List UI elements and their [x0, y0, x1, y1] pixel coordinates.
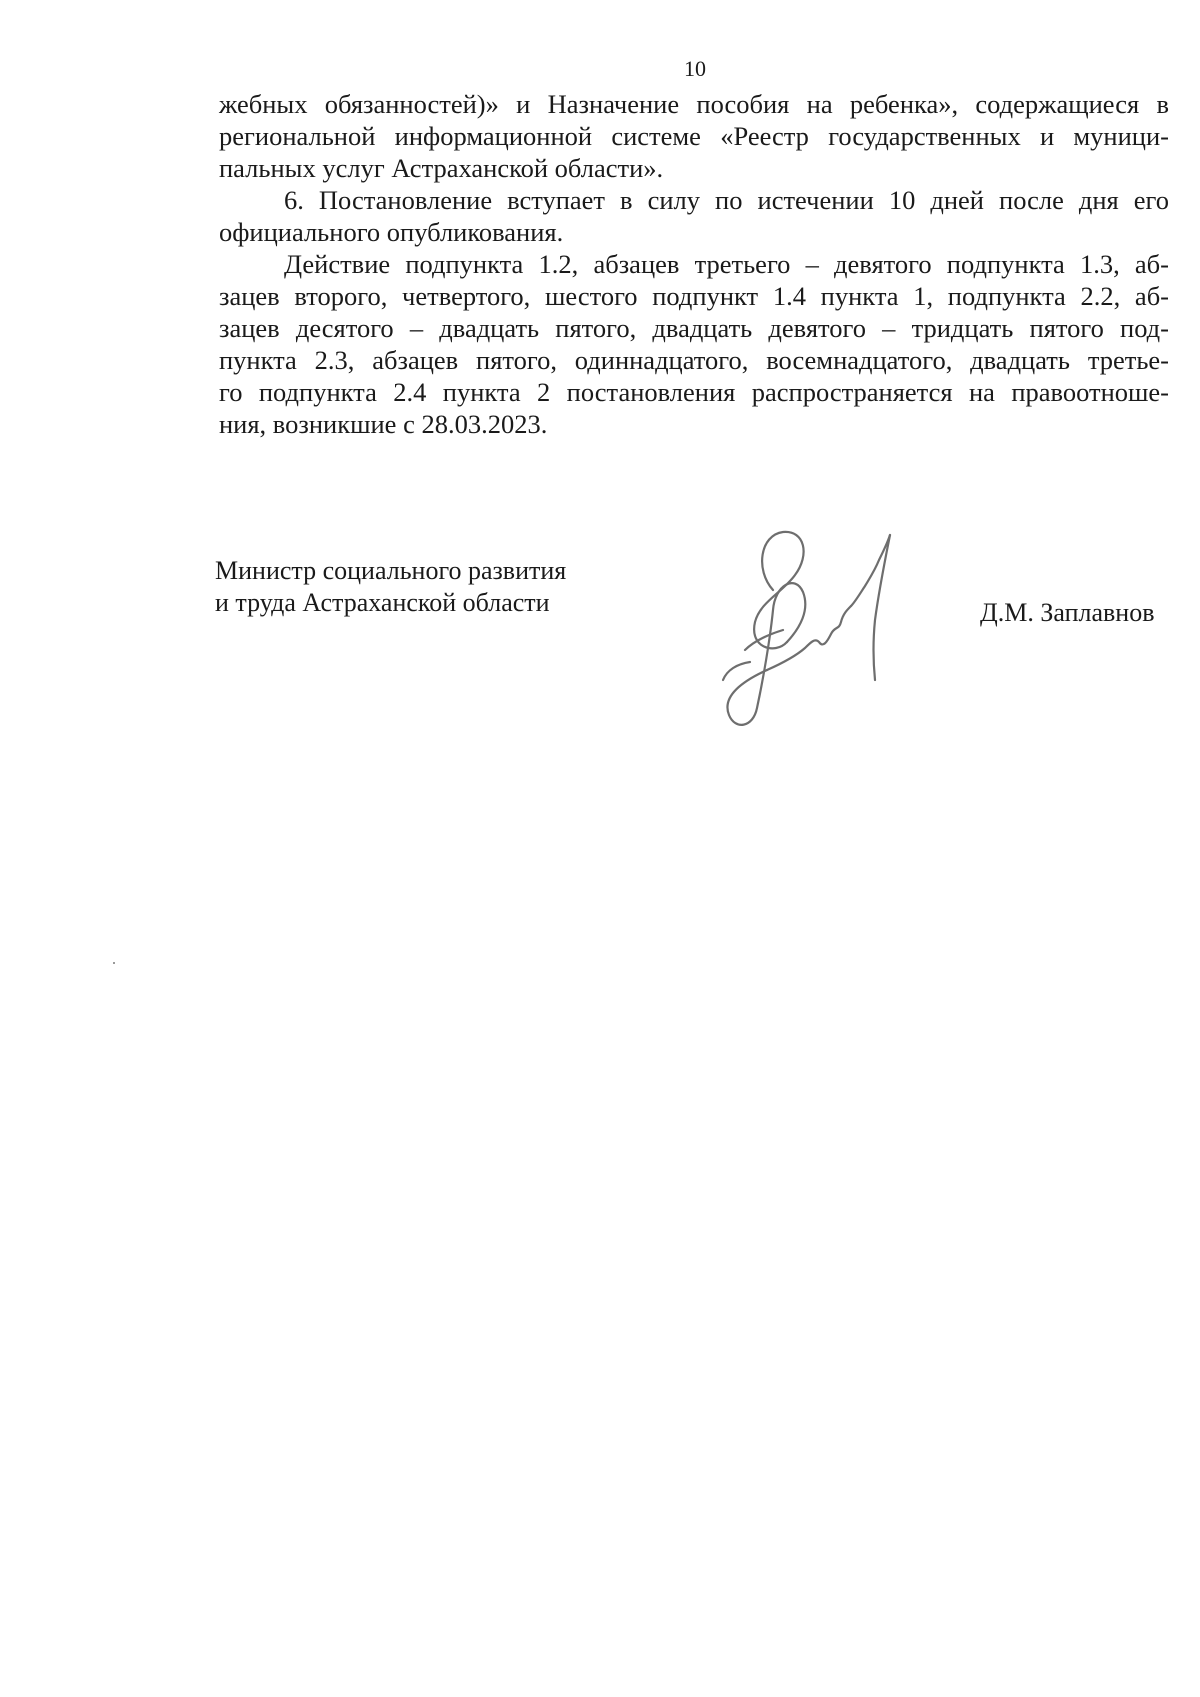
signatory-position-line: и труда Астраханской области [215, 588, 550, 617]
text-line: ния, возникшие с 28.03.2023. [219, 409, 548, 439]
signatory-name: Д.М. Заплавнов [980, 598, 1155, 627]
handwritten-signature [715, 530, 915, 735]
text-line: региональной информационной системе «Реестр государственных и муници- [219, 121, 1169, 151]
scan-speck [113, 962, 115, 964]
signatory-position-line: Министр социального развития [215, 556, 567, 585]
text-line: жебных обязанностей)» и Назначение пособия на ребенка», содержащиеся в [219, 89, 1169, 119]
text-line: пункта 2.3, абзацев пятого, одиннадцатого, восемнадцатого, двадцать третье- [219, 345, 1169, 375]
text-line: 6. Постановление вступает в силу по истечении 10 дней после дня его [284, 185, 1169, 215]
text-line: го подпункта 2.4 пункта 2 постановления распространяется на правоотноше- [219, 377, 1169, 407]
document-body [219, 88, 1169, 440]
text-line: пальных услуг Астраханской области». [219, 153, 664, 183]
text-line: официального опубликования. [219, 217, 564, 247]
text-line: зацев десятого – двадцать пятого, двадцать девятого – тридцать пятого под- [219, 313, 1169, 343]
text-line: зацев второго, четвертого, шестого подпункт 1.4 пункта 1, подпункта 2.2, аб- [219, 281, 1169, 311]
page-number: 10 [684, 56, 706, 81]
signatory-position [215, 555, 566, 619]
text-line: Действие подпункта 1.2, абзацев третьего – девятого подпункта 1.3, аб- [284, 249, 1169, 279]
